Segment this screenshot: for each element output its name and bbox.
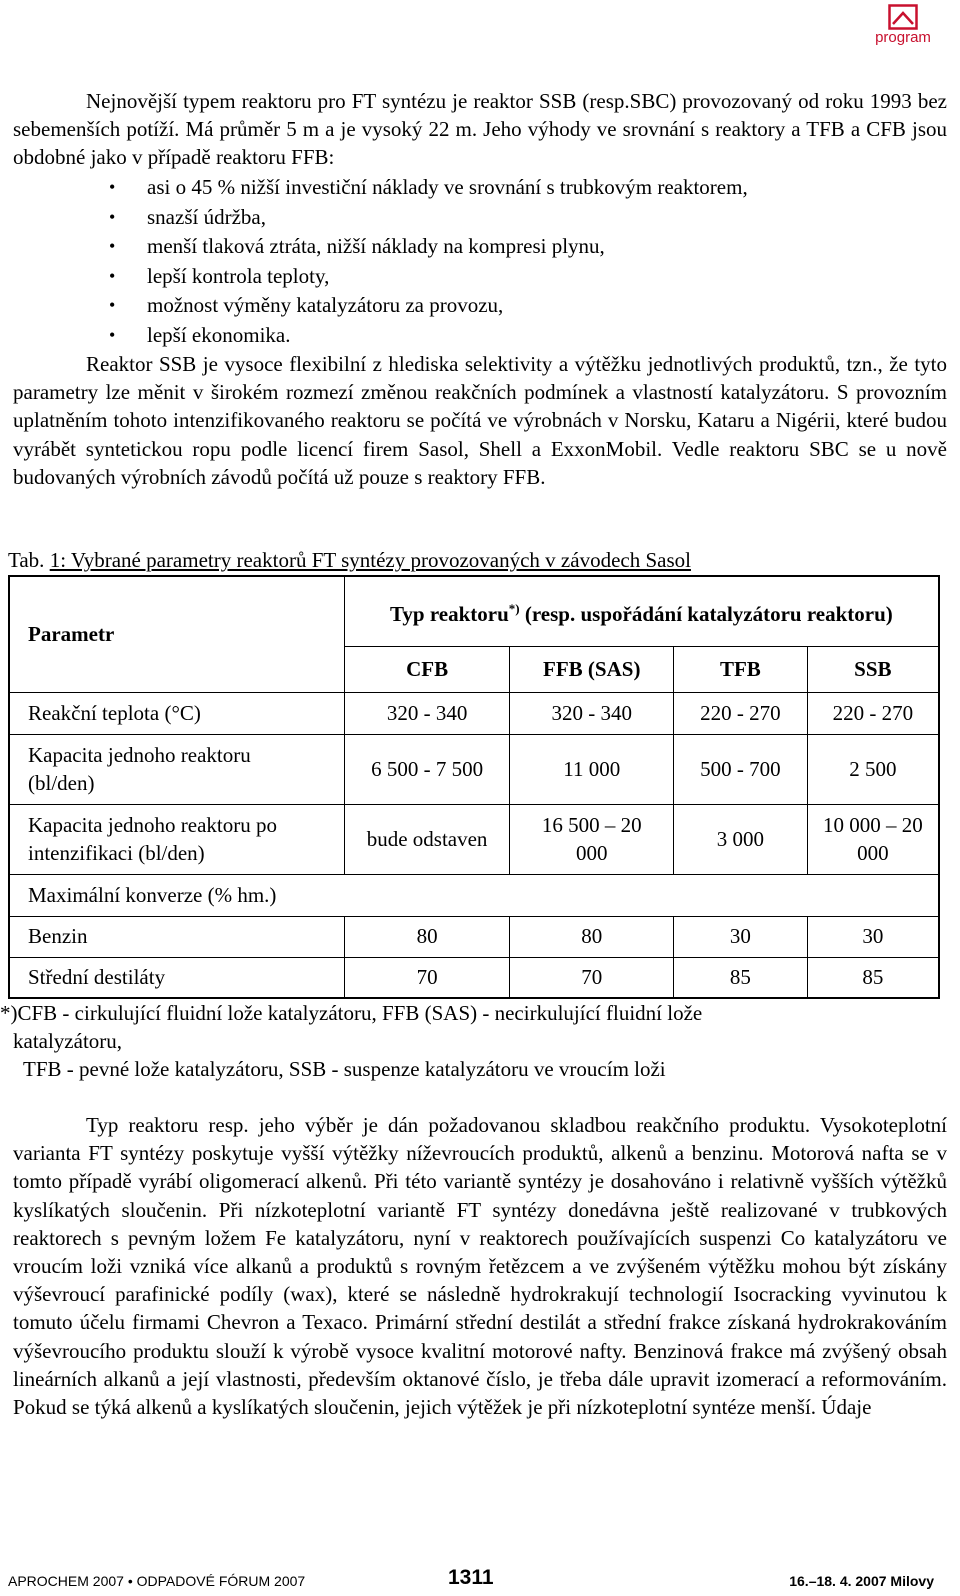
logo-text: program (875, 29, 931, 46)
row-label: Kapacita jednoho reaktoru po intenzifikaci (bl/den) (9, 804, 344, 874)
footer-conference: APROCHEM 2007 (8, 1573, 124, 1589)
reactor-type-main: Typ reaktoru (389, 601, 509, 626)
program-logo-icon (888, 4, 918, 30)
conversion-label: Maximální konverze (% hm.) (9, 874, 939, 916)
page-number: 1311 (448, 1566, 494, 1589)
row-label: Kapacita jednoho reaktoru (bl/den) (9, 734, 344, 804)
column-header-cfb: CFB (344, 646, 510, 692)
table-cell: 2 500 (807, 734, 939, 804)
table-cell: 85 (674, 957, 808, 998)
column-header-ffb: FFB (SAS) (510, 646, 674, 692)
table-row (9, 734, 939, 804)
parameter-header: Parametr (9, 576, 344, 692)
table-caption (8, 546, 691, 574)
footer-left (8, 1573, 305, 1589)
table-caption-prefix: Tab. (8, 548, 45, 572)
table-cell: 11 000 (510, 734, 674, 804)
footer-date: 16.–18. 4. 2007 Milovy (789, 1573, 934, 1589)
list-item: • lepší ekonomika. (0, 321, 748, 351)
list-item: • možnost výměny katalyzátoru za provozu, (0, 291, 748, 321)
reactor-type-footnote-mark: *) (508, 600, 520, 616)
table-row (9, 874, 939, 916)
footer-forum: ODPADOVÉ FÓRUM 2007 (136, 1573, 306, 1589)
table-cell: 70 (344, 957, 510, 998)
column-header-ssb: SSB (807, 646, 939, 692)
row-label: Reakční teplota (°C) (9, 692, 344, 734)
table-cell: 85 (807, 957, 939, 998)
table-cell: 220 - 270 (807, 692, 939, 734)
table-footnote-line-2: katalyzátoru, (13, 1029, 123, 1053)
reactor-type-rest: (resp. uspořádání katalyzátoru reaktoru) (524, 601, 893, 626)
intro-text-1: Nejnovější typem reaktoru pro FT syntézu je reaktor SSB (resp.SBC) provozovaný od roku 1993 bez sebemenších potíží. Má průměr 5 m a je vysoký 22 m. Jeho výhody ve srovnání s reaktory a TFB a CFB jsou obdobné jako v případě reaktoru FFB: (13, 89, 947, 170)
table-cell: 500 - 700 (674, 734, 808, 804)
list-item: • menší tlaková ztráta, nižší náklady na kompresi plynu, (0, 232, 748, 262)
closing-paragraph (13, 1111, 947, 1421)
reactor-type-header (344, 576, 939, 646)
table-cell: 16 500 – 20 000 (510, 804, 674, 874)
intro-paragraph-1 (13, 87, 947, 172)
table-cell: 320 - 340 (510, 692, 674, 734)
list-item: • snazší údržba, (0, 203, 748, 233)
column-header-tfb: TFB (674, 646, 808, 692)
table-cell: 80 (510, 916, 674, 957)
reactor-parameters-table (8, 575, 940, 999)
table-row (9, 957, 939, 998)
table-cell: 30 (674, 916, 808, 957)
table-cell: 3 000 (674, 804, 808, 874)
table-row (9, 804, 939, 874)
intro-text-2: Reaktor SSB je vysoce flexibilní z hlediska selektivity a výtěžku jednotlivých produktů, tzn., že tyto parametry lze měnit v širokém rozmezí změnou reakčních podmínek a vlastností katalyzátoru. S provozním uplatněním tohoto intenzifikovaného reaktoru se počítá ve výrobnách v Norsku, Kataru a Nigérii, které budou vyrábět syntetickou ropu podle licencí firem Sasol, Shell a ExxonMobil. Vedle reaktoru SBC se u nově budovaných výrobních závodů počítá už pouze s reaktory FFB. (13, 352, 947, 489)
row-label: Benzin (9, 916, 344, 957)
table-cell: 30 (807, 916, 939, 957)
table-cell: 220 - 270 (674, 692, 808, 734)
closing-text: Typ reaktoru resp. jeho výběr je dán požadovanou skladbou reakčního produktu. Vysokoteplotní varianta FT syntézy poskytuje vyšší výtěžky níževroucích produktů, alkenů a benzinu. Motorová nafta se v tomto případě vyrábí oligomerací alkenů. Při této variantě syntézy je dosahováno i relativně vyšších výtěžků kyslíkatých sloučenin. Při nízkoteplotní variantě FT syntézy donedávna ještě realizované v trubkových reaktorech s pevným ložem Fe katalyzátoru, nyní v reaktorech používajících suspenzi Co katalyzátoru ve vroucím loži vzniká více alkanů a produktů s rovným řetězcem a ve zvýšeném výtěžku mohou být získány výševroucí parafinické podíly (wax), které se následně hydrokrakují technologií Isocracking vyvinutou k tomuto účelu firmami Chevron a Texaco. Primární střední destilát a střední frakce získaná hydrokrakováním výševroucího produktu slouží k výrobě vysoce kvalitní motorové nafty. Benzinová frakce má zvýšený obsah lineárních alkanů a její vlastnosti, především oktanové číslo, je třeba dále upravit izomerací a reformováním. Pokud se týká alkenů a kyslíkatých sloučenin, jejich výtěžek je při nízkoteplotní syntéze menší. Údaje (13, 1113, 947, 1420)
table-cell: bude odstaven (344, 804, 510, 874)
table-caption-text: 1: Vybrané parametry reaktorů FT syntézy provozovaných v závodech Sasol (49, 548, 691, 572)
footer-separator: • (127, 1573, 133, 1589)
intro-paragraph-2 (13, 350, 947, 491)
table-cell: 6 500 - 7 500 (344, 734, 510, 804)
table-footnote-line-1: *)CFB - cirkulující fluidní lože katalyzátoru, FFB (SAS) - necirkulující fluidní lože (0, 1001, 703, 1025)
page-footer (0, 1568, 960, 1592)
table-cell: 70 (510, 957, 674, 998)
table-row (9, 916, 939, 957)
list-item: • asi o 45 % nižší investiční náklady ve srovnání s trubkovým reaktorem, (0, 173, 748, 203)
table-cell: 320 - 340 (344, 692, 510, 734)
advantages-list (0, 173, 748, 351)
table-cell: 10 000 – 20 000 (807, 804, 939, 874)
list-item: • lepší kontrola teploty, (0, 262, 748, 292)
table-row (9, 692, 939, 734)
program-logo (868, 4, 938, 46)
row-label: Střední destiláty (9, 957, 344, 998)
table-footnote-line-3: TFB - pevné lože katalyzátoru, SSB - suspenze katalyzátoru ve vroucím loži (23, 1057, 666, 1081)
table-cell: 80 (344, 916, 510, 957)
